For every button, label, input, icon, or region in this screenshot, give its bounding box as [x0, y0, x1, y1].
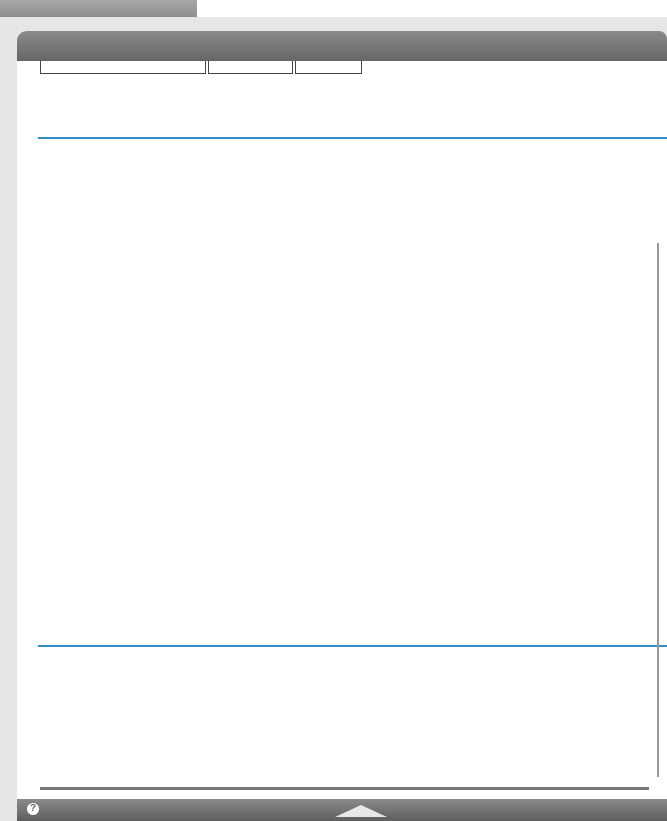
provisioning-value-2: [295, 61, 362, 74]
help-icon: ?: [27, 803, 39, 815]
provisioning-table: [38, 61, 364, 76]
panel-header: [17, 31, 667, 61]
advanced-tab[interactable]: [0, 0, 197, 17]
cable-connection-panel: [17, 31, 667, 821]
horizontal-scrollbar[interactable]: [40, 787, 649, 790]
footer-bar: [17, 799, 667, 821]
panel-scroll-area[interactable]: [17, 61, 667, 799]
help-center-link[interactable]: [27, 803, 43, 815]
upstream-divider: [38, 645, 667, 647]
provisioning-value-1: [208, 61, 293, 74]
provisioning-label: [40, 61, 206, 74]
collapse-arrow-icon[interactable]: [335, 805, 387, 817]
vertical-scrollbar[interactable]: [657, 243, 659, 777]
top-strip: [197, 0, 667, 18]
downstream-divider: [38, 137, 667, 139]
